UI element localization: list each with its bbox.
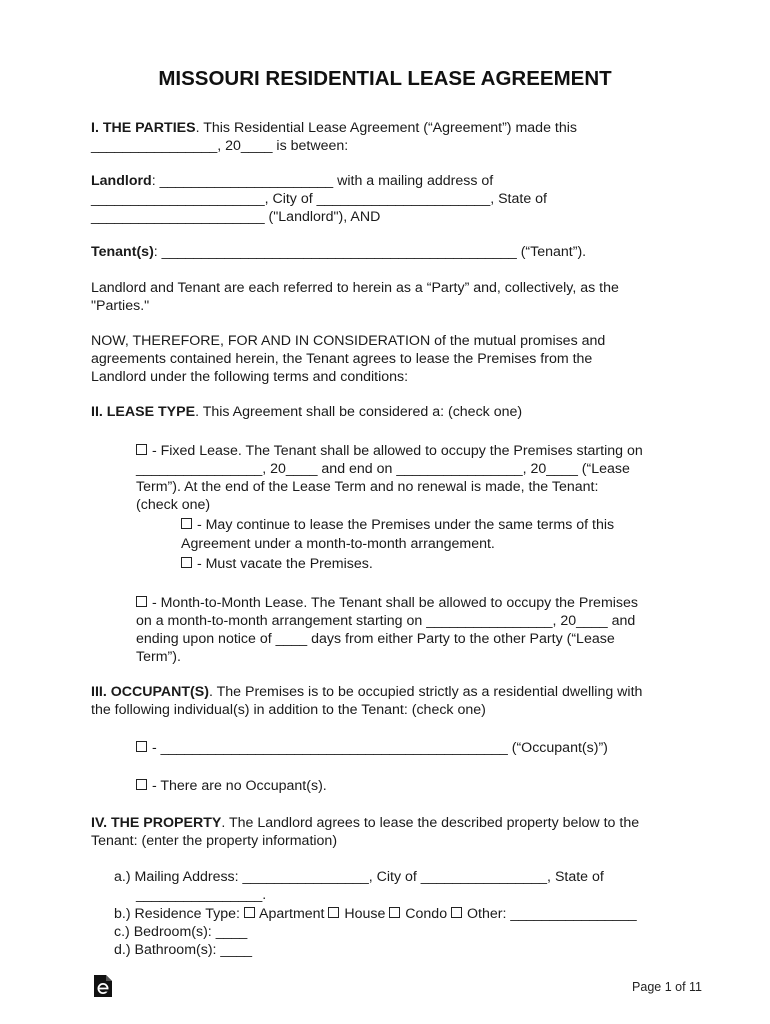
condo-checkbox[interactable] (389, 907, 400, 918)
parties-paragraph (91, 119, 577, 137)
occupants-opt2-text: - There are no Occupant(s). (148, 778, 327, 794)
property-a-line2: ________________. (136, 887, 267, 903)
monthly-line2: on a month-to-month arrangement starting on ________________, 20____ and (136, 613, 636, 629)
party-def-line1: Landlord and Tenant are each referred to herein as a “Party” and, collectively, as the (91, 280, 619, 296)
landlord-line2: ______________________, City of ______________________, State of (91, 191, 547, 207)
monthly-line3: ending upon notice of ____ days from either Party to the other Party (“Lease (136, 631, 615, 647)
condo-label: Condo (401, 906, 452, 922)
monthly-line1: - Month-to-Month Lease. The Tenant shall be allowed to occupy the Premises (148, 595, 639, 611)
apartment-checkbox[interactable] (244, 907, 255, 918)
document-title: MISSOURI RESIDENTIAL LEASE AGREEMENT (158, 67, 612, 90)
fixed-opt2-text: - Must vacate the Premises. (193, 556, 373, 572)
occupants-heading: III. OCCUPANT(S) (91, 684, 209, 700)
monthly-lease-option (136, 594, 638, 612)
occupants-line1: . The Premises is to be occupied strictly as a residential dwelling with (208, 684, 643, 700)
party-def-line2: "Parties." (91, 298, 150, 314)
occupants-line2: the following individual(s) in addition to the Tenant: (check one) (91, 702, 486, 718)
landlord-line3: ______________________ ("Landlord"), AND (91, 209, 381, 225)
consideration-line2: agreements contained herein, the Tenant agrees to lease the Premises from the (91, 351, 593, 367)
property-c: c.) Bedroom(s): ____ (114, 924, 248, 940)
property-line2: Tenant: (enter the property information) (91, 833, 338, 849)
property-heading: IV. THE PROPERTY (91, 815, 222, 831)
apartment-label: Apartment (255, 906, 329, 922)
monthly-line4: Term”). (136, 649, 181, 665)
other-checkbox[interactable] (451, 907, 462, 918)
property-a-line1: a.) Mailing Address: ________________, City of ________________, State of (114, 869, 604, 885)
occupants-opt1-text: - ____________________________________________ (“Occupant(s)”) (148, 740, 608, 756)
no-occupants-checkbox[interactable] (136, 779, 147, 790)
monthly-lease-checkbox[interactable] (136, 596, 147, 607)
residence-type-label: b.) Residence Type: (114, 906, 244, 922)
parties-heading: I. THE PARTIES (91, 120, 196, 136)
landlord-paragraph (91, 172, 493, 190)
occupants-opt2 (136, 777, 327, 795)
property-line1: . The Landlord agrees to lease the described property below to the (221, 815, 640, 831)
house-label: House (340, 906, 390, 922)
vacate-checkbox[interactable] (181, 557, 192, 568)
parties-line1: . This Residential Lease Agreement (“Agreement”) made this (195, 120, 577, 136)
fixed-opt1-line2: Agreement under a month-to-month arrangement. (181, 536, 495, 552)
occupants-named-checkbox[interactable] (136, 741, 147, 752)
property-paragraph (91, 814, 639, 832)
lease-type-intro: . This Agreement shall be considered a: (check one) (195, 404, 523, 420)
consideration-line1: NOW, THEREFORE, FOR AND IN CONSIDERATION of the mutual promises and (91, 333, 606, 349)
fixed-line1: - Fixed Lease. The Tenant shall be allowed to occupy the Premises starting on (148, 443, 643, 459)
occupants-paragraph (91, 683, 642, 701)
fixed-opt1-line1: - May continue to lease the Premises under the same terms of this (193, 517, 615, 533)
landlord-line1: : ______________________ with a mailing address of (151, 173, 494, 189)
other-label: Other: ________________ (463, 906, 637, 922)
fixed-line4: (check one) (136, 497, 211, 513)
lease-type-paragraph (91, 403, 522, 421)
fixed-opt1 (181, 516, 614, 534)
page-number: Page 1 of 11 (632, 980, 702, 994)
fixed-lease-option (136, 442, 643, 460)
property-d: d.) Bathroom(s): ____ (114, 942, 252, 958)
fixed-opt2 (181, 555, 373, 573)
parties-line2: ________________, 20____ is between: (91, 138, 349, 154)
eforms-logo-icon (93, 974, 113, 998)
continue-lease-checkbox[interactable] (181, 518, 192, 529)
fixed-lease-checkbox[interactable] (136, 444, 147, 455)
lease-type-heading: II. LEASE TYPE (91, 404, 196, 420)
fixed-line2: ________________, 20____ and end on ________________, 20____ (“Lease (136, 461, 630, 477)
tenant-line1: : _____________________________________________ (“Tenant”). (153, 244, 587, 260)
occupants-opt1 (136, 739, 608, 757)
consideration-line3: Landlord under the following terms and conditions: (91, 369, 409, 385)
tenant-paragraph (91, 243, 586, 261)
tenant-label: Tenant(s) (91, 244, 154, 260)
house-checkbox[interactable] (328, 907, 339, 918)
fixed-line3: Term”). At the end of the Lease Term and no renewal is made, the Tenant: (136, 479, 599, 495)
landlord-label: Landlord (91, 173, 152, 189)
property-b-line (114, 905, 637, 923)
